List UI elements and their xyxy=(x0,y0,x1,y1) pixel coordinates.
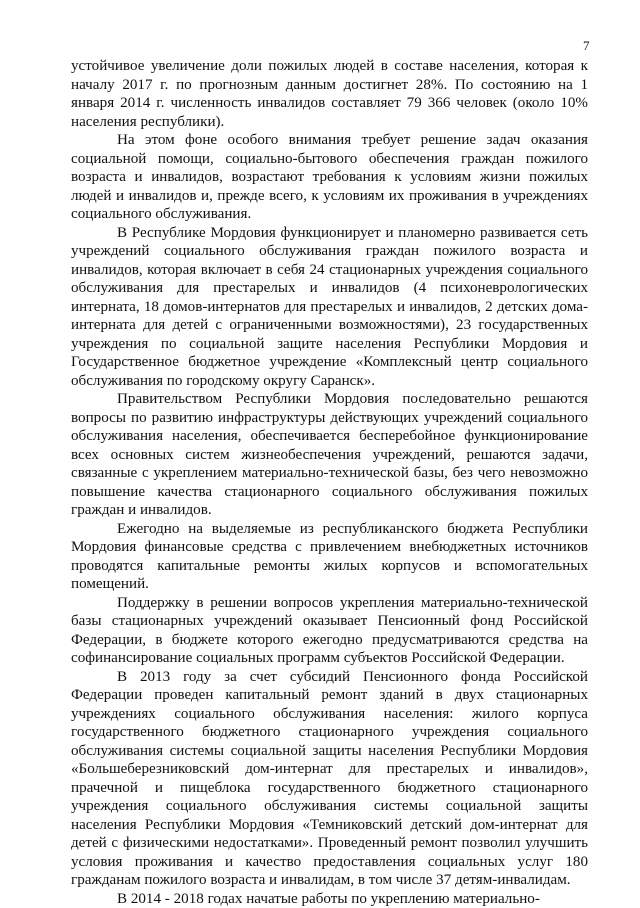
document-body xyxy=(71,57,588,908)
paragraph: Ежегодно на выделяемые из республиканского бюджета Республики Мордовия финансовые средства с привлечением внебюджетных источников проводятся капитальные ремонты жилых корпусов и вспомогательных помещений. xyxy=(71,520,588,594)
page-number: 7 xyxy=(583,38,590,53)
paragraph: В 2013 году за счет субсидий Пенсионного фонда Российской Федерации проведен капитальный ремонт зданий в двух стационарных учреждениях социального обслуживания населения: жилого корпуса государственного бюджетного стационарного учреждения социального обслуживания системы социальной защиты населения Республики Мордовия «Большеберезниковский дом-интернат для престарелых и инвалидов», прачечной и пищеблока государственного бюджетного стационарного учреждения социального обслуживания системы социальной защиты населения Республики Мордовия «Темниковский детский дом-интернат для детей с физическими недостатками». Проведенный ремонт позволил улучшить условия проживания и качество предоставления социальных услуг 180 гражданам пожилого возраста и инвалидам, в том числе 37 детям-инвалидам. xyxy=(71,668,588,890)
paragraph: Правительством Республики Мордовия последовательно решаются вопросы по развитию инфраструктуры действующих учреждений социального обслуживания населения, обеспечивается бесперебойное функционирование всех основных систем жизнеобеспечения учреждений, решаются задачи, связанные с укреплением материально-технической базы, без чего невозможно повышение качества стационарного социального обслуживания пожилых граждан и инвалидов. xyxy=(71,390,588,520)
paragraph: Поддержку в решении вопросов укрепления материально-технической базы стационарных учреждений оказывает Пенсионный фонд Российской Федерации, в бюджете которого ежегодно предусматриваются средства на софинансирование социальных программ субъектов Российской Федерации. xyxy=(71,594,588,668)
paragraph-truncated: В 2014 - 2018 годах начатые работы по укреплению материально- xyxy=(71,890,588,908)
paragraph-continuation: устойчивое увеличение доли пожилых людей в составе населения, которая к началу 2017 г. по прогнозным данным достигнет 28%. По состоянию на 1 января 2014 г. численность инвалидов составляет 79 366 человек (около 10% населения республики). xyxy=(71,57,588,131)
paragraph: На этом фоне особого внимания требует решение задач оказания социальной помощи, социально-бытового обеспечения граждан пожилого возраста и инвалидов, возрастают требования к условиям жизни пожилых людей и инвалидов и, прежде всего, к условиям их проживания в учреждениях социального обслуживания. xyxy=(71,131,588,224)
paragraph: В Республике Мордовия функционирует и планомерно развивается сеть учреждений социального обслуживания граждан пожилого возраста и инвалидов, которая включает в себя 24 стационарных учреждения социального обслуживания для престарелых и инвалидов (4 психоневрологических интерната, 18 домов-интернатов для престарелых и инвалидов, 2 детских дома-интерната для детей с ограниченными возможностями), 23 государственных учреждения по социальной защите населения Республики Мордовия и Государственное бюджетное учреждение «Комплексный центр социального обслуживания по городскому округу Саранск». xyxy=(71,224,588,391)
